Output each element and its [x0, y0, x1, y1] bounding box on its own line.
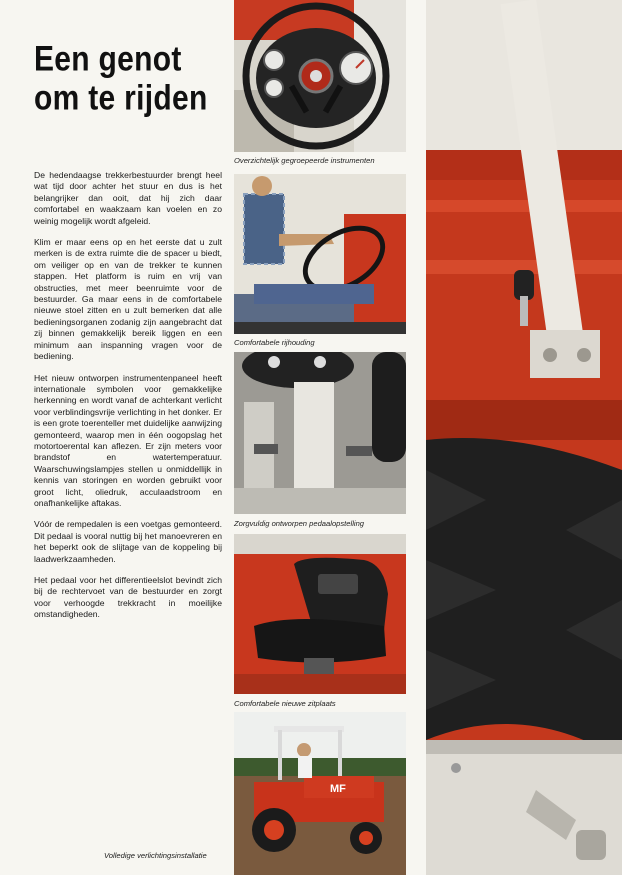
body-text: [34, 170, 222, 631]
paragraph: De hedendaagse trekkerbestuurder brengt heel wat tijd door achter het stuur en dus is het belangrijker dan ooit, dat hij zich daar comfortabel en waakzaam kan voelen en zo weinig mogelijk wordt afgeleid.: [34, 170, 222, 226]
pedals-photo: [234, 352, 406, 514]
seat-photo: [234, 534, 406, 694]
paragraph: Het pedaal voor het differentieelslot bevindt zich bij de rechtervoet van de bestuurder en zorgt voor verhoogde trekkracht in moeilijke omstandigheden.: [34, 575, 222, 620]
paragraph: Vóór de rempedalen is een voetgas gemonteerd. Dit pedaal is vooral nuttig bij het manoevreren en het beperkt ook de slijtage van de koppeling bij laadwerkzaamheden.: [34, 519, 222, 564]
page-title: [34, 40, 208, 118]
paragraph: Klim er maar eens op en het eerste dat u zult merken is de extra ruimte die de spacer u biedt, om veiliger op en van de trekker te kunnen stappen. Het platform is ruim en vrij van obstructies, met meer beenruimte voor de bestuurder. Ga maar eens in de comfortabele nieuwe stoel zitten en u zult bemerken dat alle bedieningsorganen zodanig zijn aangebracht dat zij binnen gemakkelijk bereik liggen en een minimum aan inspanning vragen voor de bediening.: [34, 237, 222, 362]
caption-seat: Comfortabele nieuwe zitplaats: [234, 699, 336, 708]
title-line-2: om te rijden: [34, 78, 208, 118]
caption-pedals: Zorgvuldig ontworpen pedaalopstelling: [234, 519, 365, 528]
tyre-closeup-photo: [426, 0, 622, 875]
instruments-photo: [234, 0, 406, 152]
caption-driving-position: Comfortabele rijhouding: [234, 338, 315, 347]
paragraph: Het nieuw ontworpen instrumentenpaneel heeft internationale symbolen voor gemakkelijke herkenning en wordt vanaf de achterkant verlicht voor verblindingsvrije verlichting in het donker. Er is een grote toerenteller met duidelijke aanwijzing gemonteerd, waarop men in één oogopslag het motortoerental kan aflezen. Er zijn meters voor brandstof en watertemperatuur. Waarschuwingslampjes stellen u onmiddellijk in kennis van storingen en worden gebruikt voor groot licht, oliedruk, acculaadstroom en onafhankelijke aftakas.: [34, 372, 222, 508]
title-line-1: Een genot: [34, 40, 182, 79]
caption-lighting: Volledige verlichtingsinstallatie: [104, 851, 207, 860]
tractor-badge: MF: [330, 783, 346, 795]
caption-instruments: Overzichtelijk gegroepeerde instrumenten: [234, 156, 375, 165]
driving-position-photo: [234, 174, 406, 334]
tractor-photo: [234, 712, 406, 875]
